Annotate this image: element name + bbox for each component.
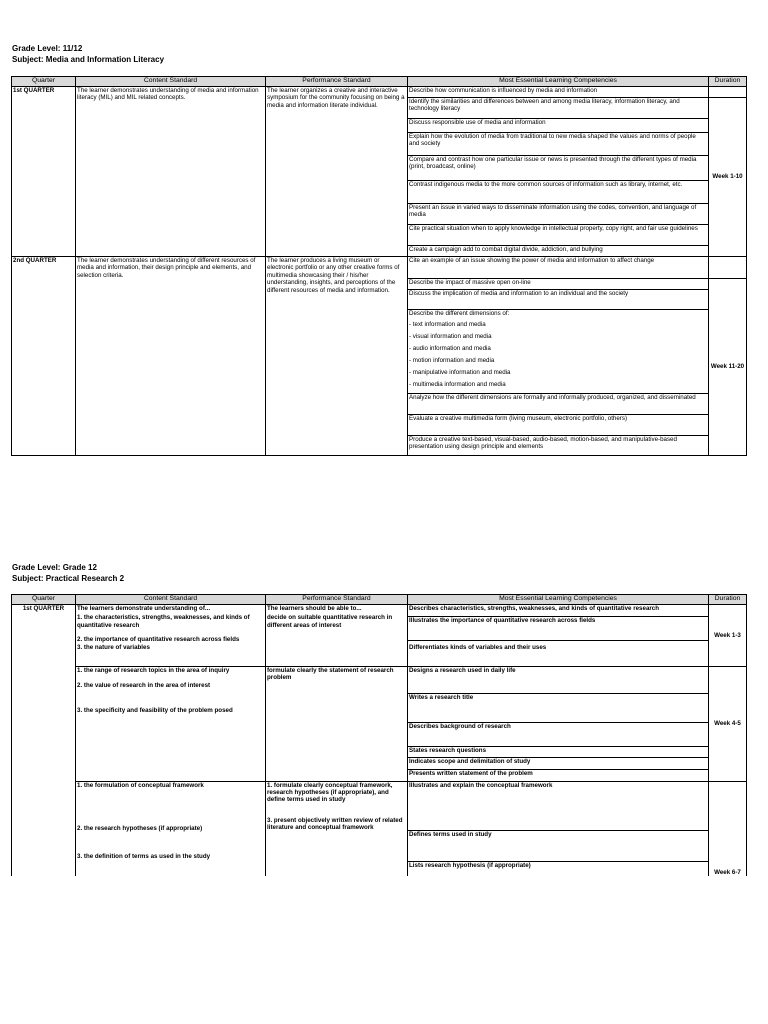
table-row	[12, 781, 747, 830]
dimensions-intro: Describe the different dimensions of:	[409, 310, 510, 317]
performance-standard-cell: 1. formulate clearly conceptual framework, research hypotheses (if appropriate), and define terms used in study 3. present objectively written review of related literature and conceptual framework	[266, 781, 408, 876]
quarter-cell: 1st QUARTER	[12, 605, 76, 877]
competency-cell: Indicates scope and delimitation of study	[408, 758, 709, 770]
header-content-standard: Content Standard	[76, 77, 266, 87]
duration-spacer	[709, 87, 747, 98]
subject: Subject: Practical Research 2	[12, 574, 125, 583]
duration-spacer	[709, 257, 747, 279]
grade-level: Grade Level: 11/12	[12, 44, 83, 53]
quarter-cell: 2nd QUARTER	[12, 257, 76, 456]
competency-cell: Contrast indigenous media to the more common sources of information such as library, internet, etc.	[408, 181, 709, 204]
competency-cell: Cite practical situation when to apply knowledge in intellectual property, copy right, and fair use guidelines	[408, 225, 709, 246]
competency-cell: Analyze how the different dimensions are formally and informally produced, organized, and disseminated	[408, 394, 709, 415]
competency-cell: Defines terms used in study	[408, 830, 709, 861]
competency-cell: Cite an example of an issue showing the power of media and information to affect change	[408, 257, 709, 279]
duration-cell: Week 1-10	[709, 98, 747, 257]
competency-cell: Illustrates and explain the conceptual framework	[408, 781, 709, 830]
performance-standard-cell: The learners should be able to... decide on suitable quantitative research in different areas of interest	[266, 605, 408, 667]
competency-cell: Present an issue in varied ways to disseminate information using the codes, convention, and language of media	[408, 204, 709, 225]
competency-cell: Designs a research used in daily life	[408, 666, 709, 694]
content-standard-cell: 1. the formulation of conceptual framework 2. the research hypotheses (if appropriate) 3. the definition of terms as used in the study	[76, 781, 266, 876]
dimension-item: - audio information and media	[409, 345, 491, 353]
table-row	[12, 605, 747, 617]
competency-cell: Differentiates kinds of variables and their uses	[408, 641, 709, 667]
competency-cell: Describe the impact of massive open on-line	[408, 279, 709, 290]
competency-cell: Describes characteristics, strengths, weaknesses, and kinds of quantitative research	[408, 605, 709, 617]
content-standard-cell: The learner demonstrates understanding of media and information literacy (MIL) and MIL related concepts.	[76, 87, 266, 257]
header-performance-standard: Performance Standard	[266, 77, 408, 87]
dimensions-cell	[408, 310, 709, 394]
dimension-item: - manipulative information and media	[409, 369, 511, 377]
duration-spacer	[709, 781, 747, 861]
content-standard-cell: 1. the range of research topics in the area of inquiry 2. the value of research in the area of interest 3. the specificity and feasibility of the problem posed	[76, 666, 266, 781]
duration-cell: Week 4-5	[709, 666, 747, 781]
competency-cell: Compare and contrast how one particular issue or news is presented through the different types of media (print, broadcast, online)	[408, 156, 709, 181]
performance-standard-cell: The learner organizes a creative and interactive symposium for the community focusing on being a media and information literate individual.	[266, 87, 408, 257]
mil-curriculum-table	[11, 76, 747, 456]
competency-cell: Discuss responsible use of media and information	[408, 119, 709, 133]
section1-header	[12, 43, 164, 65]
header-quarter: Quarter	[12, 595, 76, 605]
competency-cell: Describes background of research	[408, 723, 709, 746]
competency-cell: States research questions	[408, 746, 709, 758]
header-competencies: Most Essential Learning Competencies	[408, 77, 709, 87]
competency-cell: Discuss the implication of media and information to an individual and the society	[408, 290, 709, 310]
dimension-item: - visual information and media	[409, 333, 492, 341]
quarter-cell: 1st QUARTER	[12, 87, 76, 257]
pr2-curriculum-table	[11, 594, 747, 876]
table-row	[12, 87, 747, 98]
competency-cell: Writes a research title	[408, 694, 709, 723]
competency-cell: Illustrates the importance of quantitative research across fields	[408, 616, 709, 640]
grade-level: Grade Level: Grade 12	[12, 563, 97, 572]
competency-cell: Explain how the evolution of media from traditional to new media shaped the values and norms of people and society	[408, 133, 709, 156]
performance-standard-cell: The learner produces a living museum or electronic portfolio or any other creative forms of multimedia showcasing their / his/her understanding, insights, and perceptions of the different resources of media and information.	[266, 257, 408, 456]
performance-standard-cell: formulate clearly the statement of research problem	[266, 666, 408, 781]
duration-cell: Week 1-3	[709, 605, 747, 667]
competency-cell: Lists research hypothesis (if appropriate)	[408, 861, 709, 876]
subject: Subject: Media and Information Literacy	[12, 55, 165, 64]
table-header-row	[12, 77, 747, 87]
competency-cell: Produce a creative text-based, visual-based, audio-based, motion-based, and manipulative-based presentation using design principle and elements	[408, 436, 709, 456]
table-row	[12, 257, 747, 279]
dimension-item: - motion information and media	[409, 357, 495, 365]
header-content-standard: Content Standard	[76, 595, 266, 605]
section2-header	[12, 562, 124, 584]
content-standard-cell: The learner demonstrates understanding of different resources of media and information, their design principle and elements, and selection criteria.	[76, 257, 266, 456]
content-standard-cell: The learners demonstrate understanding of... 1. the characteristics, strengths, weaknesses, and kinds of quantitative research 2. the importance of quantitative research across fields 3. the nature of variables	[76, 605, 266, 667]
dimension-item: - multimedia information and media	[409, 381, 506, 389]
competency-cell: Presents written statement of the problem	[408, 769, 709, 781]
header-quarter: Quarter	[12, 77, 76, 87]
duration-cell: Week 11-20	[709, 279, 747, 456]
duration-cell: Week 6-7	[709, 861, 747, 876]
table-header-row	[12, 595, 747, 605]
competency-cell: Describe how communication is influenced by media and information	[408, 87, 709, 98]
competency-cell: Create a campaign add to combat digital divide, addiction, and bullying	[408, 246, 709, 257]
header-duration: Duration	[709, 595, 747, 605]
competency-cell: Identify the similarities and differences between and among media literacy, information literacy, and technology literacy	[408, 98, 709, 119]
header-competencies: Most Essential Learning Competencies	[408, 595, 709, 605]
competency-cell: Evaluate a creative multimedia form (living museum, electronic portfolio, others)	[408, 415, 709, 436]
table-row	[12, 666, 747, 694]
dimension-item: - text information and media	[409, 321, 486, 329]
header-duration: Duration	[709, 77, 747, 87]
header-performance-standard: Performance Standard	[266, 595, 408, 605]
